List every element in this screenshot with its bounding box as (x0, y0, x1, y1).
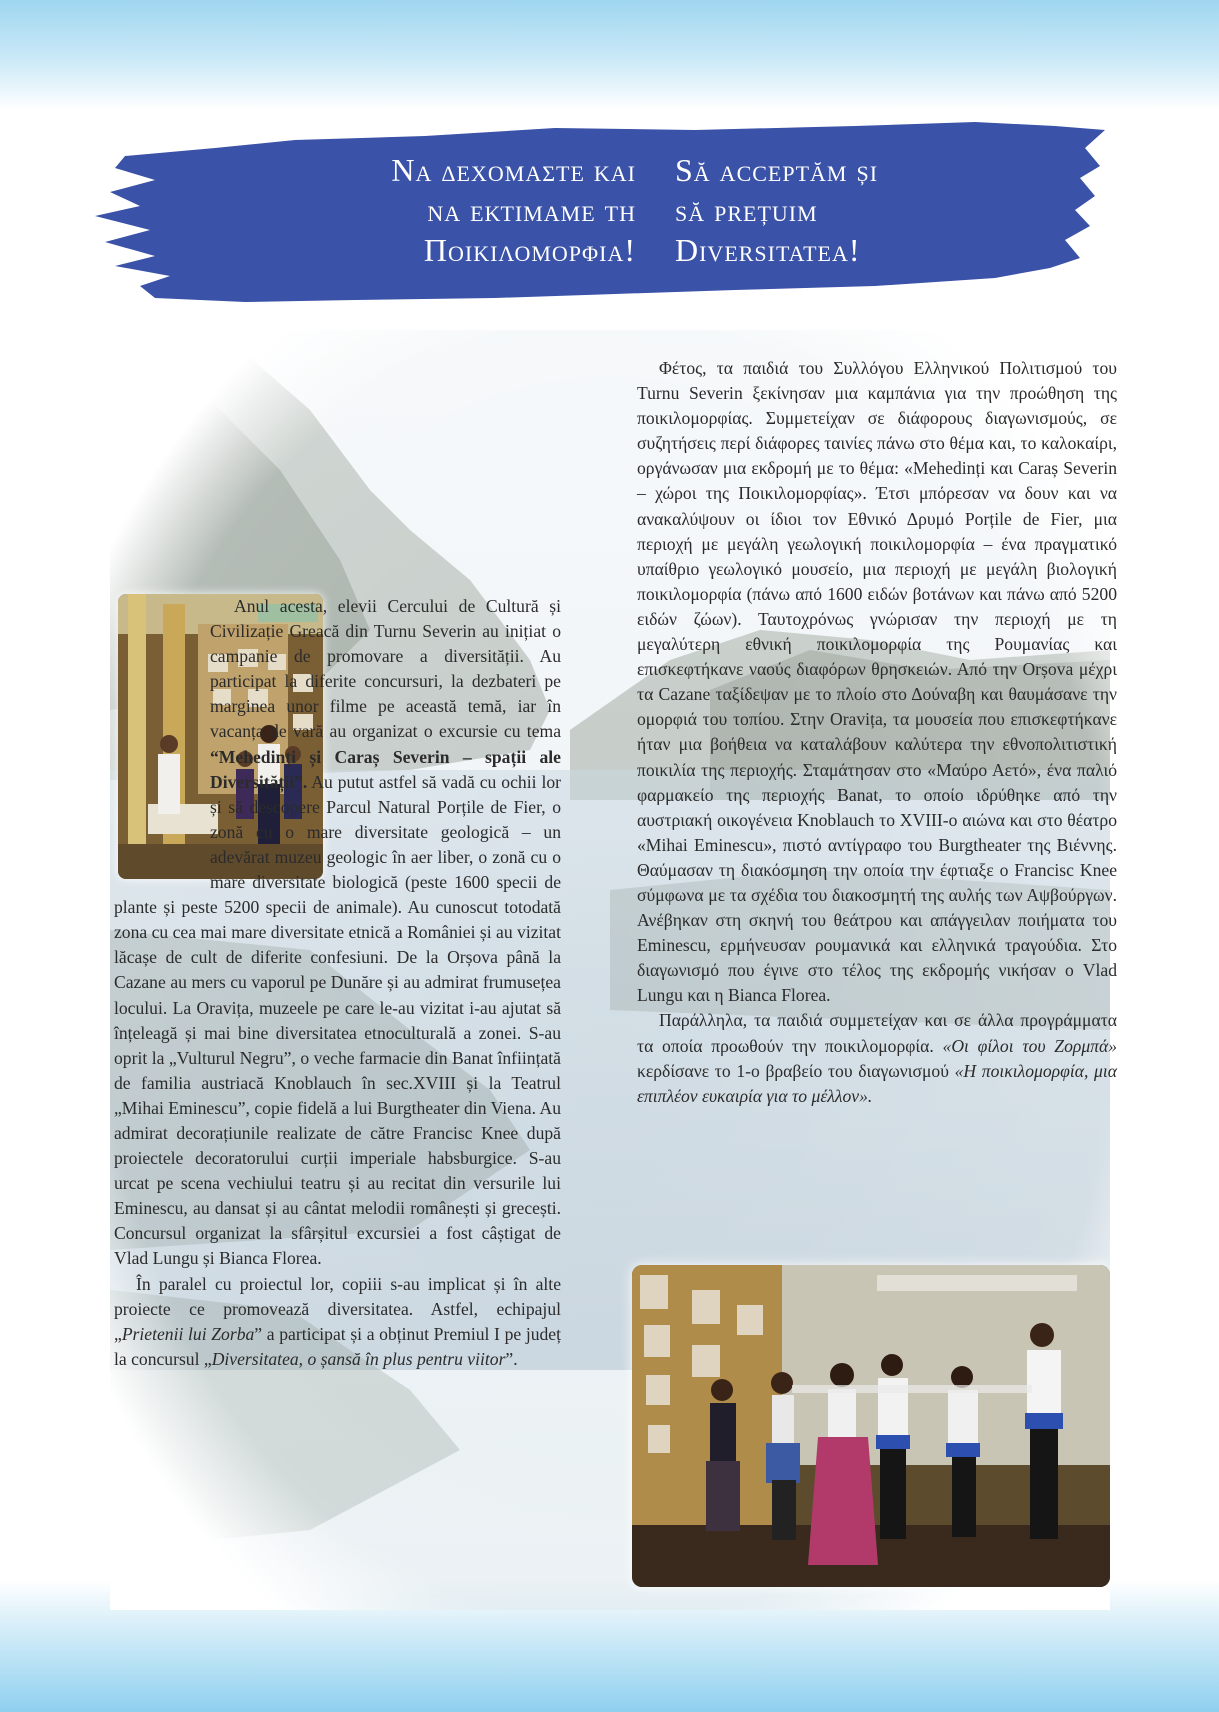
greek-paragraph-2 (637, 1008, 1117, 1108)
dancers-photo (632, 1265, 1110, 1587)
romanian-article (114, 594, 561, 1372)
title-greek-line: να εκτιμαμε τη (427, 192, 636, 228)
greek-text: κερδίσανε το 1-ο βραβείο του διαγωνισμού (637, 1060, 955, 1081)
romanian-text: În paralel cu proiectul lor, copiii s-au implicat și în alte proiecte ce promovează diversitatea. Astfel, echipajul „ (114, 1273, 561, 1344)
romanian-text: Anul acesta, elevii Cercului de Cultură și Civilizație Greacă din Turnu Severin au inițiat o campanie de promovare a diversității. Au participat la diferite concursuri, la dezbateri pe marginea unor filme pe această temă, iar în vacanța de vară au organizat o excursie cu tema (210, 596, 561, 742)
greek-paragraph-1: Φέτος, τα παιδιά του Συλλόγου Ελληνικού Πολιτισμού του Turnu Severin ξεκίνησαν μια καμπάνια για την προώθηση της ποικιλομορφίας. Συμμετείχαν σε διάφορους διαγωνισμούς, σε συζητήσεις περί διάφορες ταινίες πάνω στο θέμα και, το καλοκαίρι, οργάνωσαν μια εκδρομή με το θέμα: «Mehedinți και Caraș Severin – χώροι της Ποικιλομορφίας». Έτσι μπόρεσαν να δουν και να ανακαλύψουν οι ίδιοι τον Εθνικό Δρυμό Porțile de Fier, μια περιοχή με μεγάλη γεωλογική ποικιλομορφία – ένα πραγματικό υπαίθριο γεωλογικό μουσείο, μια περιοχή με μεγάλη βιολογική ποικιλομορφία (πάνω από 1600 ειδών βοτάνων και πάνω από 5200 ειδών ζώων). Ταυτοχρόνως γνώρισαν την περιοχή με τη μεγαλύτερη εθνική ποικιλομορφία της Ρουμανίας και επισκεφτήκανε ναούς διαφόρων θρησκειών. Από την Orșova μέχρι τα Cazane ταξίδεψαν με το πλοίο στο Δούναβη και θαυμάσανε την ομορφιά του τοπίου. Στην Oravița, τα μουσεία που επισκεφτήκανε ήταν μια βοήθεια να καταλάβουν καλύτερα την εθνοπολιτιστική ποικιλία της περιοχής. Σταμάτησαν στο «Μαύρο Αετό», ένα παλιό φαρμακείο της περιοχής Banat, το οποίο ιδρύθηκε από την αυστριακή οικογένεια Knoblauch το XVIII-ο αιώνα και στο θέατρο «Mihai Eminescu», πιστό αντίγραφο του Burgtheater της Βιέννης. Θαύμασαν τη διακόσμηση την οποία την έφτιαξε ο Francisc Knee σύμφωνα με τα σχέδια του διακοσμητή της αυλής των Αψβούργων. Ανέβηκαν στη σκηνή του θεάτρου και απάγγειλαν ποιήματα του Eminescu, ερμήνευσαν ρουμανικά και ελληνικά τραγούδια. Στο διαγωνισμό που έγινε στο τέλος της εκδρομής νικήσαν ο Vlad Lungu και η Bianca Florea. (637, 358, 1117, 1006)
greek-contest-name: «Η ποικιλομορφία, μια επιπλέον ευκαιρία για το μέλλον». (637, 1060, 1117, 1106)
photo-wrap-spacer (0, 594, 210, 884)
romanian-team-name: Prietenii lui Zorba (121, 1323, 255, 1344)
title-greek (276, 150, 636, 270)
title-romanian-line: Să acceptăm și (675, 152, 879, 188)
greek-text: Παράλληλα, τα παιδιά συμμετείχαν και σε άλλα προγράμματα τα οποία προωθούν την ποικιλομορφία. (637, 1010, 1117, 1056)
romanian-contest-name: Diversitatea, o șansă în plus pentru viitor (211, 1348, 506, 1369)
title-romanian (675, 150, 1035, 270)
romanian-text: ” a participat și a obținut Premiul I pe județ la concursul „ (114, 1323, 562, 1369)
romanian-text: ”. (505, 1348, 518, 1369)
greek-team-name: «Οι φίλοι του Ζορμπά» (942, 1035, 1118, 1056)
greek-article (637, 356, 1117, 1109)
title-romanian-line: să prețuim (675, 192, 818, 228)
title-romanian-line: Diversitatea! (675, 232, 861, 268)
romanian-theme-bold: “Mehedinți și Caraș Severin – spații ale Diversității”. (210, 746, 561, 792)
title-greek-line: Ποικιλομορφια! (423, 232, 636, 268)
romanian-text: Au putut astfel să vadă cu ochii lor și să descopere Parcul Natural Porțile de Fier, o zonă cu o mare diversitate geologică – un adevărat muzeu geologic în aer liber, o zonă cu o mare diversitate biologică (peste 1600 specii de plante și peste 5200 specii de animale). Au cunoscut totodată zona cu cea mai mare diversitate etnică a României și au vizitat lăcașe de cult de diferite confesiuni. De la Orșova până la Cazane au mers cu vaporul pe Dunăre și au admirat frumusețea locului. La Oravița, muzeele pe care le-au vizitat i-au ajutat să înțeleagă și mai bine diversitatea etnoculturală a zonei. S-au oprit la „Vulturul Negru”, o veche farmacie din Banat înființată de familia austriacă Knoblauch în sec.XVIII și la Teatrul „Mihai Eminescu”, copie fidelă a lui Burgtheater din Viena. Au admirat decorațiunile realizate de către Francisc Knee după proiectele decoratorului curții imperiale habsburgice. S-au urcat pe scena vechiului teatru și au recitat din versurile lui Eminescu, au dansat și au cântat melodii românești și grecești. Concursul organizat la sfârșitul excursiei a fost câștigat de Vlad Lungu și Bianca Florea. (114, 771, 561, 1269)
title-greek-line: Να δεχομαστε και (391, 152, 636, 188)
romanian-paragraph-2 (114, 1272, 561, 1372)
